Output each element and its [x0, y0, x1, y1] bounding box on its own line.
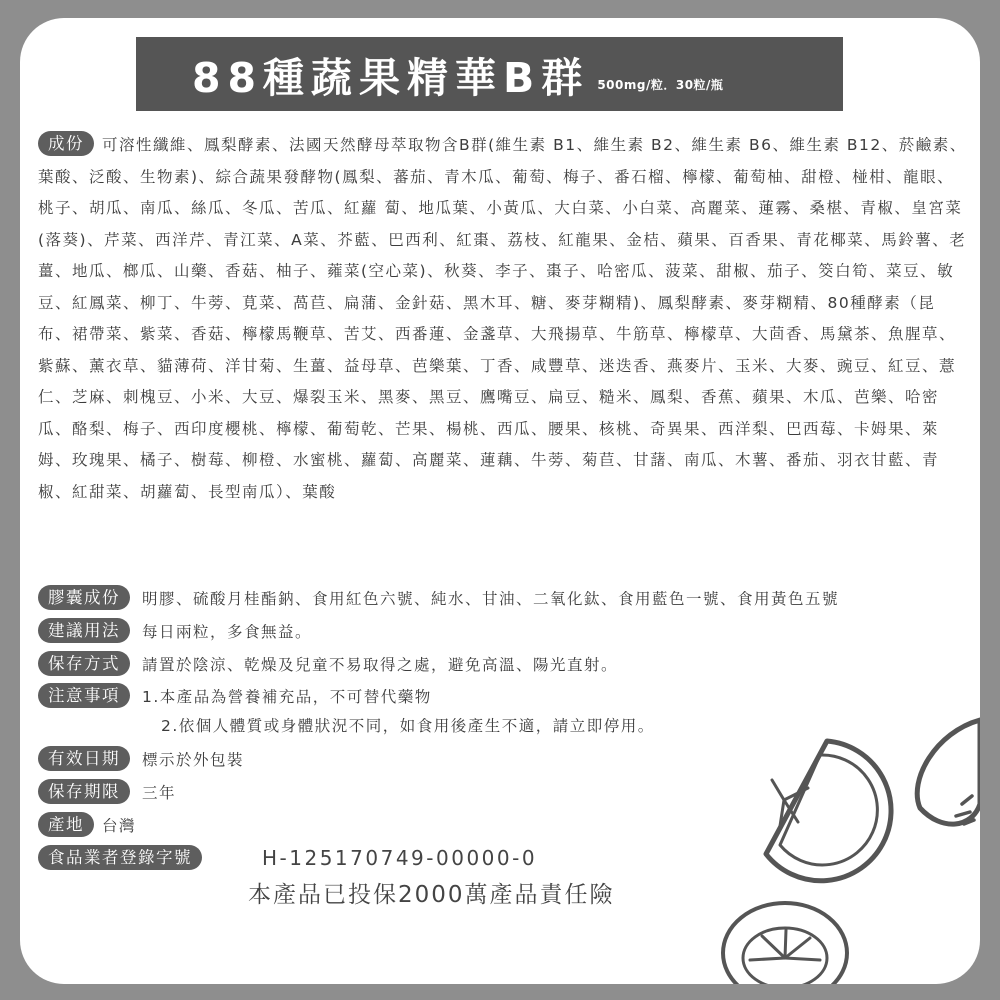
citrus-half-icon [723, 903, 847, 984]
title-bar [136, 37, 843, 111]
notes-line-2: 2.依個人體質或身體狀況不同，如食用後產生不適，請立即停用。 [161, 717, 655, 735]
orange-slice-icon [766, 741, 891, 881]
origin-label: 產地 [38, 812, 94, 837]
product-spec: 500mg/粒．30粒/瓶 [597, 77, 724, 92]
registration-number: H-125170749-00000-0 [262, 846, 538, 870]
registration-row [38, 845, 202, 870]
expiry-value: 標示於外包裝 [142, 750, 245, 769]
storage-value: 請置於陰涼、乾燥及兒童不易取得之處，避免高溫、陽光直射。 [142, 655, 619, 674]
ingredients-block [38, 130, 968, 508]
shelf-life-row [38, 779, 176, 804]
shelf-life-value: 三年 [142, 783, 177, 802]
usage-value: 每日兩粒，多食無益。 [142, 622, 313, 641]
registration-label: 食品業者登錄字號 [38, 845, 202, 870]
lemon-icon [917, 720, 980, 824]
shelf-life-label: 保存期限 [38, 779, 130, 804]
product-title: 88種蔬果精華B群 [192, 53, 590, 102]
storage-label: 保存方式 [38, 651, 130, 676]
product-info-card [20, 18, 980, 984]
notes-label: 注意事項 [38, 683, 130, 708]
notes-row [38, 683, 432, 708]
origin-row [38, 812, 136, 837]
usage-label: 建議用法 [38, 618, 130, 643]
capsule-row [38, 585, 839, 610]
insurance-statement: 本產品已投保2000萬產品責任險 [248, 882, 615, 908]
capsule-label: 膠囊成份 [38, 585, 130, 610]
origin-value: 台灣 [102, 816, 137, 835]
expiry-label: 有效日期 [38, 746, 130, 771]
notes-line-1: 1.本產品為營養補充品，不可替代藥物 [142, 687, 432, 706]
usage-row [38, 618, 312, 643]
capsule-value: 明膠、硫酸月桂酯鈉、食用紅色六號、純水、甘油、二氧化鈦、食用藍色一號、食用黃色五號 [142, 589, 840, 608]
expiry-row [38, 746, 244, 771]
storage-row [38, 651, 618, 676]
ingredients-label: 成份 [38, 131, 94, 156]
fruit-doodles [680, 708, 980, 984]
ingredients-text: 可溶性纖維、鳳梨酵素、法國天然酵母萃取物含B群(維生素 B1、維生素 B2、維生素 B6、維生素 B12、菸鹼素、葉酸、泛酸、生物素)、綜合蔬果發酵物(鳳梨、蕃茄、青木瓜、葡萄、梅子、番石榴、檸檬、葡萄柚、甜橙、椪柑、龍眼、桃子、胡瓜、南瓜、絲瓜、冬瓜、苦瓜、紅蘿 蔔、地瓜葉、小黃瓜、大白菜、小白菜、高麗菜、蓮霧、桑椹、青椒、皇宮菜(落葵)、芹菜、西洋芹、青江菜、A菜、芥藍、巴西利、紅棗、荔枝、紅龍果、金桔、蘋果、百香果、青花椰菜、馬鈴薯、老薑、地瓜、榔瓜、山藥、香菇、柚子、蕹菜(空心菜)、秋葵、李子、棗子、哈密瓜、菠菜、甜椒、茄子、筊白筍、菜豆、敏豆、紅鳳菜、柳丁、牛蒡、莧菜、萵苣、扁蒲、金針菇、黑木耳、糖、麥芽糊精)、鳳梨酵素、麥芽糊精、80種酵素（昆布、裙帶菜、紫菜、香菇、檸檬馬鞭草、苦艾、西番蓮、金盞草、大飛揚草、牛筋草、檸檬草、大茴香、馬黛茶、魚腥草、紫蘇、薰衣草、貓薄荷、洋甘菊、生薑、益母草、芭樂葉、丁香、咸豐草、迷迭香、燕麥片、玉米、大麥、豌豆、紅豆、薏仁、芝麻、刺槐豆、小米、大豆、爆裂玉米、黑麥、黑豆、鷹嘴豆、扁豆、糙米、鳳梨、香蕉、蘋果、木瓜、芭樂、哈密瓜、酪梨、梅子、西印度櫻桃、檸檬、葡萄乾、芒果、楊桃、西瓜、腰果、核桃、奇異果、西洋梨、巴西莓、卡姆果、萊姆、玫瑰果、橘子、樹莓、柳橙、水蜜桃、蘿蔔、高麗菜、蓮藕、牛蒡、菊苣、甘藷、南瓜、木薯、番茄、羽衣甘藍、青椒、紅甜菜、胡蘿蔔、長型南瓜）、葉酸 [38, 136, 967, 501]
